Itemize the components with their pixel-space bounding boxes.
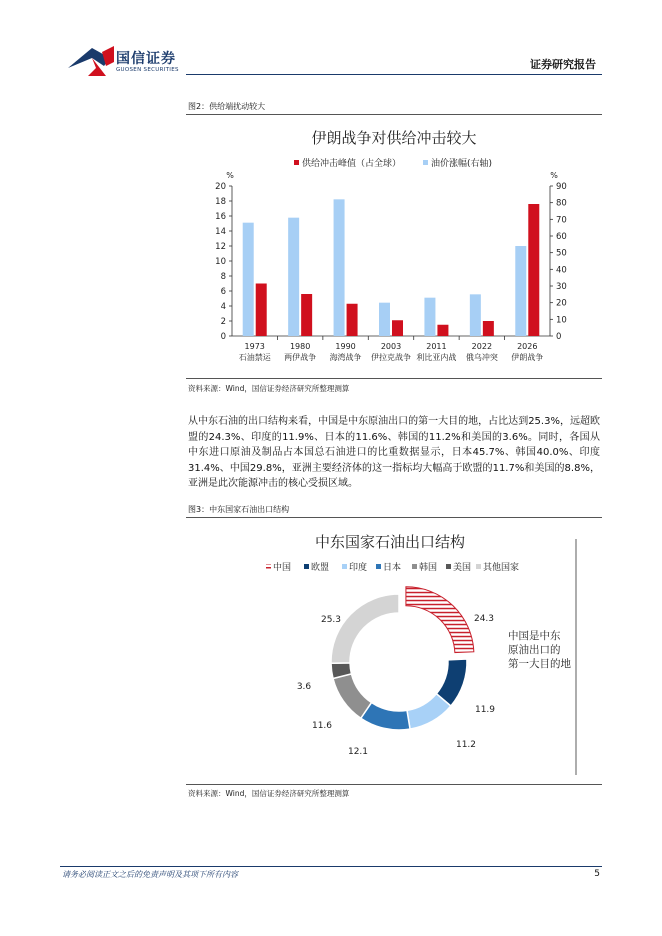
report-type-label: 证券研究报告 <box>530 58 596 71</box>
bar-supply-shock <box>437 325 448 336</box>
donut-slice <box>333 674 371 718</box>
x-tick-event: 伊拉克战争 <box>371 353 411 362</box>
y-right-tick-label: 80 <box>556 198 567 209</box>
header-divider <box>186 74 602 75</box>
annotation-line: 中国是中东 <box>508 630 561 642</box>
legend-label-price: 油价涨幅(右轴) <box>431 159 493 169</box>
slice-value-label: 3.6 <box>296 682 312 692</box>
footer-disclaimer: 请务必阅读正文之后的免责声明及其项下所有内容 <box>62 870 238 879</box>
x-tick-year: 2011 <box>426 342 447 351</box>
bar-supply-shock <box>347 304 358 336</box>
legend-label: 欧盟 <box>311 563 330 573</box>
x-tick-event: 石油禁运 <box>238 353 271 362</box>
slice-value-label: 24.3 <box>473 614 495 624</box>
y-right-tick-label: 20 <box>556 298 567 309</box>
figure-2-caption: 图2：供给端扰动较大 <box>188 102 266 111</box>
legend-swatch <box>476 564 481 569</box>
figure-3-source: 资料来源：Wind，国信证券经济研究所整理测算 <box>188 789 350 798</box>
legend-label-supply: 供给冲击峰值（占全球） <box>302 159 402 169</box>
logo-text-cn: 国信证券 <box>116 51 176 67</box>
legend-label: 韩国 <box>419 563 438 573</box>
annotation-line: 第一大目的地 <box>508 658 571 670</box>
body-paragraph: 从中东石油的出口结构来看，中国是中东原油出口的第一大目的地，占比达到25.3%，远超欧盟的24.3%、印度的11.9%、日本的11.6%、韩国的11.2%和美国的3.6%。同时，各国从中东进口原油及制品占本国总石油进口的比重数据显示，日本45.7%、韩国40.0%、印度31.4%、中国29.8%，亚洲主要经济体的这一指标均大幅高于欧盟的11.7%和美国的8.8%，亚洲是此次能源冲击的核心受损区域。 <box>188 416 600 489</box>
y-left-tick-label: 14 <box>215 227 226 237</box>
y-left-tick-label: 16 <box>215 212 226 222</box>
x-tick-year: 1980 <box>289 342 311 351</box>
bar-oil-price <box>379 303 390 336</box>
slice-value-label: 12.1 <box>347 747 369 757</box>
x-tick-year: 2003 <box>380 342 402 351</box>
figure-3-top-rule <box>186 517 602 518</box>
legend-label: 印度 <box>349 563 368 573</box>
x-tick-event: 俄乌冲突 <box>465 353 498 362</box>
chart-title: 伊朗战争对供给冲击较大 <box>311 129 477 147</box>
donut-title: 中东国家石油出口结构 <box>314 533 466 551</box>
y-right-unit: % <box>550 171 558 180</box>
y-right-tick-label: 10 <box>556 315 567 326</box>
legend-swatch <box>304 564 309 569</box>
y-left-tick-label: 18 <box>215 197 226 207</box>
bar-oil-price <box>288 218 299 336</box>
bar-supply-shock <box>528 204 539 336</box>
figure-2-source: 资料来源：Wind，国信证券经济研究所整理测算 <box>188 384 350 393</box>
y-left-tick-label: 8 <box>220 272 226 282</box>
x-tick-year: 2022 <box>471 342 493 351</box>
y-right-tick-label: 0 <box>556 332 562 342</box>
donut-slice <box>406 587 474 653</box>
x-tick-event: 两伊战争 <box>284 353 317 362</box>
legend-swatch-price <box>423 160 428 165</box>
legend-swatch <box>342 564 347 569</box>
logo-text-en: GUOSEN SECURITIES <box>116 67 179 73</box>
y-left-tick-label: 6 <box>220 287 226 297</box>
x-tick-event: 利比亚内战 <box>416 353 457 362</box>
y-right-tick-label: 70 <box>556 215 567 226</box>
legend-swatch <box>412 564 417 569</box>
donut-slice <box>331 594 399 663</box>
legend-label: 中国 <box>273 563 292 573</box>
y-left-tick-label: 12 <box>215 242 226 252</box>
legend-swatch-supply <box>294 160 299 165</box>
annotation-line: 原油出口的 <box>508 644 561 656</box>
slice-value-label: 25.3 <box>320 615 342 625</box>
slice-value-label: 11.9 <box>474 705 496 715</box>
legend-label: 其他国家 <box>483 563 520 573</box>
y-left-tick-label: 2 <box>220 317 226 327</box>
legend-swatch <box>446 564 451 569</box>
bar-oil-price <box>470 294 481 336</box>
donut-chart <box>186 519 602 783</box>
y-left-unit: % <box>226 171 234 180</box>
x-tick-year: 2026 <box>517 342 538 351</box>
y-left-tick-label: 4 <box>220 302 226 312</box>
figure-3-caption: 图3：中东国家石油出口结构 <box>188 505 290 514</box>
slice-value-label: 11.6 <box>311 721 333 731</box>
slice-value-label: 11.2 <box>455 740 477 750</box>
figure-2-bottom-rule <box>186 378 602 379</box>
bar-oil-price <box>243 223 254 336</box>
y-right-tick-label: 30 <box>556 282 567 292</box>
y-left-tick-label: 20 <box>215 182 226 192</box>
bar-supply-shock <box>392 320 403 336</box>
bar-supply-shock <box>301 294 312 336</box>
bar-oil-price <box>424 298 435 336</box>
bar-chart <box>186 116 602 378</box>
page-number: 5 <box>594 869 600 879</box>
y-right-tick-label: 90 <box>556 182 567 192</box>
legend-swatch <box>376 564 381 569</box>
x-tick-year: 1973 <box>244 342 265 351</box>
x-tick-event: 伊朗战争 <box>511 353 544 362</box>
figure-2-top-rule <box>186 114 602 115</box>
legend-swatch <box>266 564 271 569</box>
y-right-tick-label: 60 <box>556 232 567 242</box>
y-left-tick-label: 10 <box>215 257 226 267</box>
figure-3-bottom-rule <box>186 784 602 785</box>
y-right-tick-label: 50 <box>556 248 567 259</box>
y-left-tick-label: 0 <box>220 332 226 342</box>
y-right-tick-label: 40 <box>556 265 567 276</box>
x-tick-year: 1990 <box>335 342 356 351</box>
footer-divider <box>60 866 602 867</box>
bar-supply-shock <box>483 321 494 336</box>
legend-label: 美国 <box>453 563 472 573</box>
legend-label: 日本 <box>383 563 402 573</box>
bar-oil-price <box>334 199 345 336</box>
bar-oil-price <box>515 246 526 336</box>
bar-supply-shock <box>256 284 267 337</box>
x-tick-event: 海湾战争 <box>329 353 362 362</box>
